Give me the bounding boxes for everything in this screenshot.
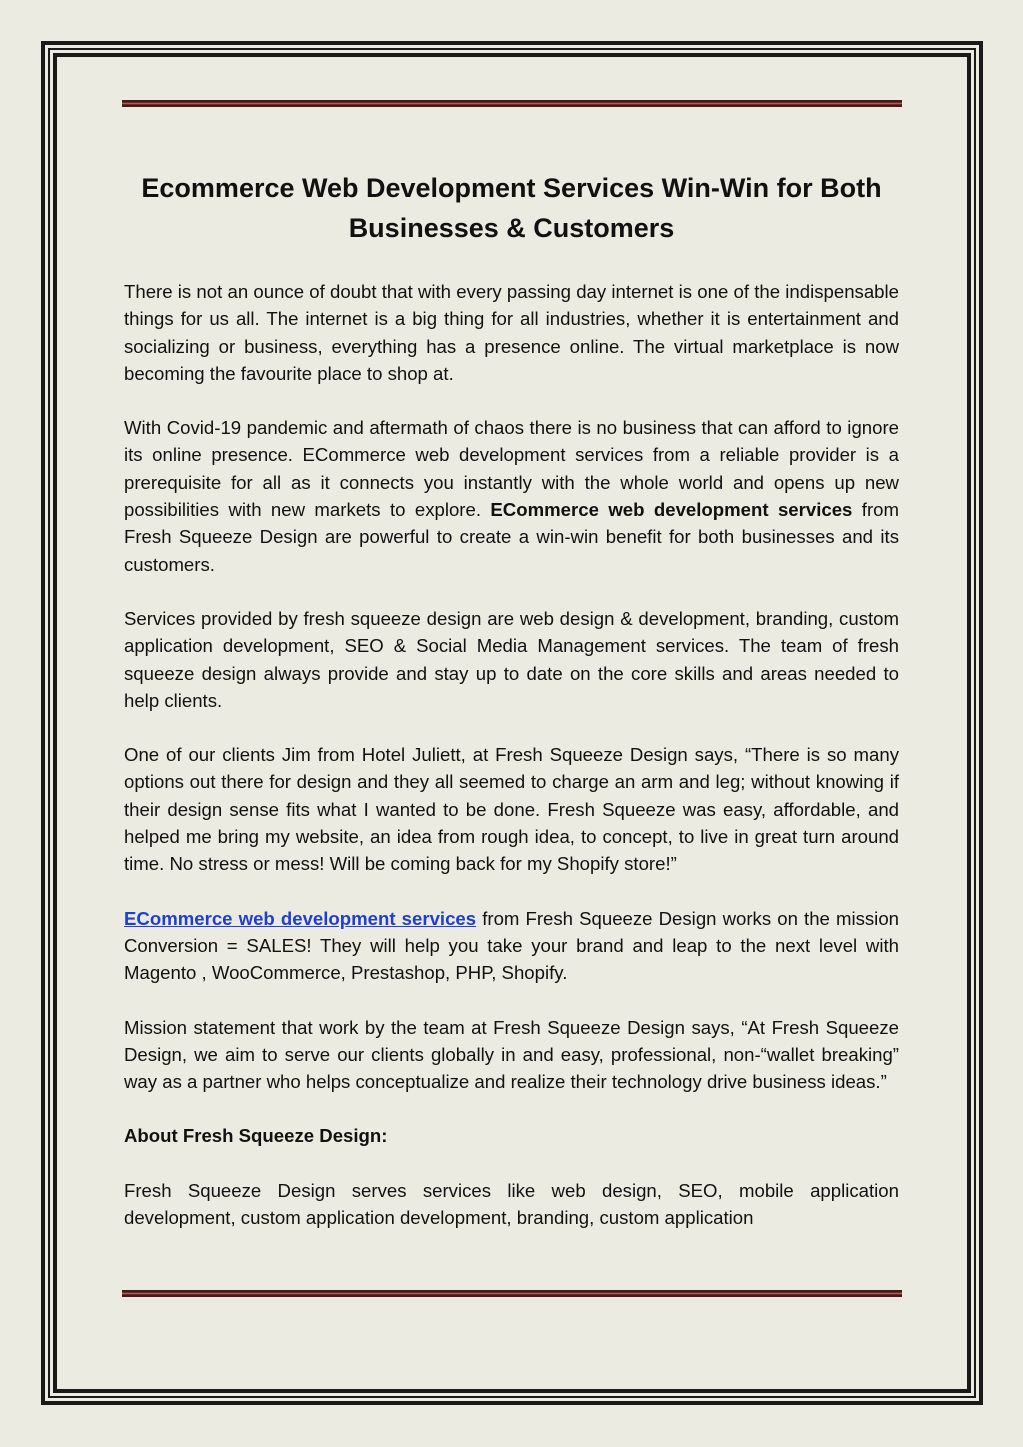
paragraph-mission-conversion xyxy=(124,905,899,987)
paragraph-covid-bold: ECommerce web development services xyxy=(490,499,853,521)
document-body xyxy=(124,168,899,1258)
bottom-divider xyxy=(122,1290,902,1297)
paragraph-mission-conversion-text: from Fresh Squeeze Design works on the mission Conversion = SALES! They will help you take your brand and leap to the next level with Magento , WooCommerce, Prestashop, PHP, Shopify. xyxy=(124,907,899,984)
paragraph-about: Fresh Squeeze Design serves services like web design, SEO, mobile application development, custom application development, branding, custom application xyxy=(124,1179,899,1229)
ecommerce-services-link[interactable]: ECommerce web development services xyxy=(124,907,477,929)
document-title: Ecommerce Web Development Services Win-Win for Both Businesses & Customers xyxy=(141,173,882,243)
paragraph-covid-tail: from Fresh Squeeze Design are powerful to create a win-win benefit for both businesses and its customers. xyxy=(124,499,899,575)
about-heading: About Fresh Squeeze Design: xyxy=(124,1125,388,1147)
paragraph-covid xyxy=(124,414,899,578)
paragraph-covid-text: With Covid-19 pandemic and aftermath of chaos there is no business that can afford to ignore its online presence. ECommerce web development services from a reliable provider is a prerequisite for all as it connects you instantly with the whole world and opens up new possibilities with new markets to explore. xyxy=(124,417,899,521)
paragraph-mission-statement: Mission statement that work by the team at Fresh Squeeze Design says, “At Fresh Squeeze Design, we aim to serve our clients globally in and easy, professional, non-“wallet breaking” way as a partner who helps conceptualize and realize their technology drive business ideas.” xyxy=(124,1016,899,1093)
paragraph-testimonial: One of our clients Jim from Hotel Juliett, at Fresh Squeeze Design says, “There is so many options out there for design and they all seemed to charge an arm and leg; without knowing if their design sense fits what I wanted to be done. Fresh Squeeze was easy, affordable, and helped me bring my website, an idea from rough idea, to concept, to live in great turn around time. No stress or mess! Will be coming back for my Shopify store!” xyxy=(124,744,899,875)
top-divider xyxy=(122,100,902,107)
paragraph-intro: There is not an ounce of doubt that with every passing day internet is one of the indispensable things for us all. The internet is a big thing for all industries, whether it is entertainment and socializing or business, everything has a presence online. The virtual marketplace is now becoming the favourite place to shop at. xyxy=(124,281,899,384)
paragraph-services: Services provided by fresh squeeze design are web design & development, branding, custom application development, SEO & Social Media Management services. The team of fresh squeeze design always provide and stay up to date on the core skills and areas needed to help clients. xyxy=(124,607,899,711)
